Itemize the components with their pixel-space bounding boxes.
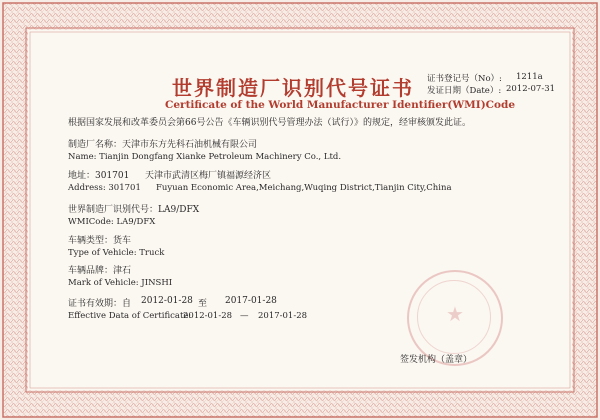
address-en-label: Address: 301701: [68, 183, 141, 193]
cert-no-value: 1211a: [516, 72, 543, 82]
validity-from-cn: 2012-01-28: [141, 296, 193, 306]
validity-to-word-cn: 至: [198, 299, 208, 309]
address-cn-value: 天津市武清区梅厂镇福源经济区: [145, 171, 272, 181]
wmi-code-en: WMICode: LA9/DFX: [68, 217, 156, 227]
validity-to-en: 2017-01-28: [258, 311, 308, 321]
official-seal: ★: [407, 270, 503, 366]
cert-no-label: 证书登记号（No）:: [427, 74, 502, 84]
vehicle-type-en: Type of Vehicle: Truck: [68, 248, 165, 258]
issuing-authority: 签发机构（盖章）: [400, 355, 473, 365]
intro-text: 根据国家发展和改革委员会第66号公告《车辆识别代号管理办法（试行）》的规定，经审核颁发此证。: [68, 118, 471, 128]
vehicle-brand-cn: 车辆品牌：津石: [68, 266, 132, 276]
issue-date-label: 发证日期（Date）:: [427, 86, 502, 96]
validity-label-cn: 证书有效期：自: [68, 299, 132, 309]
validity-dash-en: —: [240, 311, 249, 321]
address-cn-label: 地址：301701: [68, 171, 130, 181]
certificate-title-en: Certificate of the World Manufacturer Identifier(WMI)Code: [165, 99, 516, 111]
manufacturer-name-en: Name: Tianjin Dongfang Xianke Petroleum Machinery Co., Ltd.: [68, 152, 342, 162]
vehicle-brand-en: Mark of Vehicle: JINSHI: [68, 278, 173, 288]
manufacturer-name-cn: 制造厂名称：天津市东方先科石油机械有限公司: [68, 140, 258, 150]
certificate-title-cn: 世界制造厂识别代号证书: [172, 76, 414, 100]
validity-from-en: 2012-01-28: [183, 311, 233, 321]
vehicle-type-cn: 车辆类型：货车: [68, 236, 132, 246]
issue-date-value: 2012-07-31: [506, 84, 556, 94]
wmi-code-cn: 世界制造厂识别代号：LA9/DFX: [68, 205, 200, 215]
validity-to-cn: 2017-01-28: [225, 296, 277, 306]
validity-label-en: Effective Data of Certificate:: [68, 311, 192, 321]
address-en-value: Fuyuan Economic Area,Meichang,Wuqing District,Tianjin City,China: [156, 183, 452, 193]
